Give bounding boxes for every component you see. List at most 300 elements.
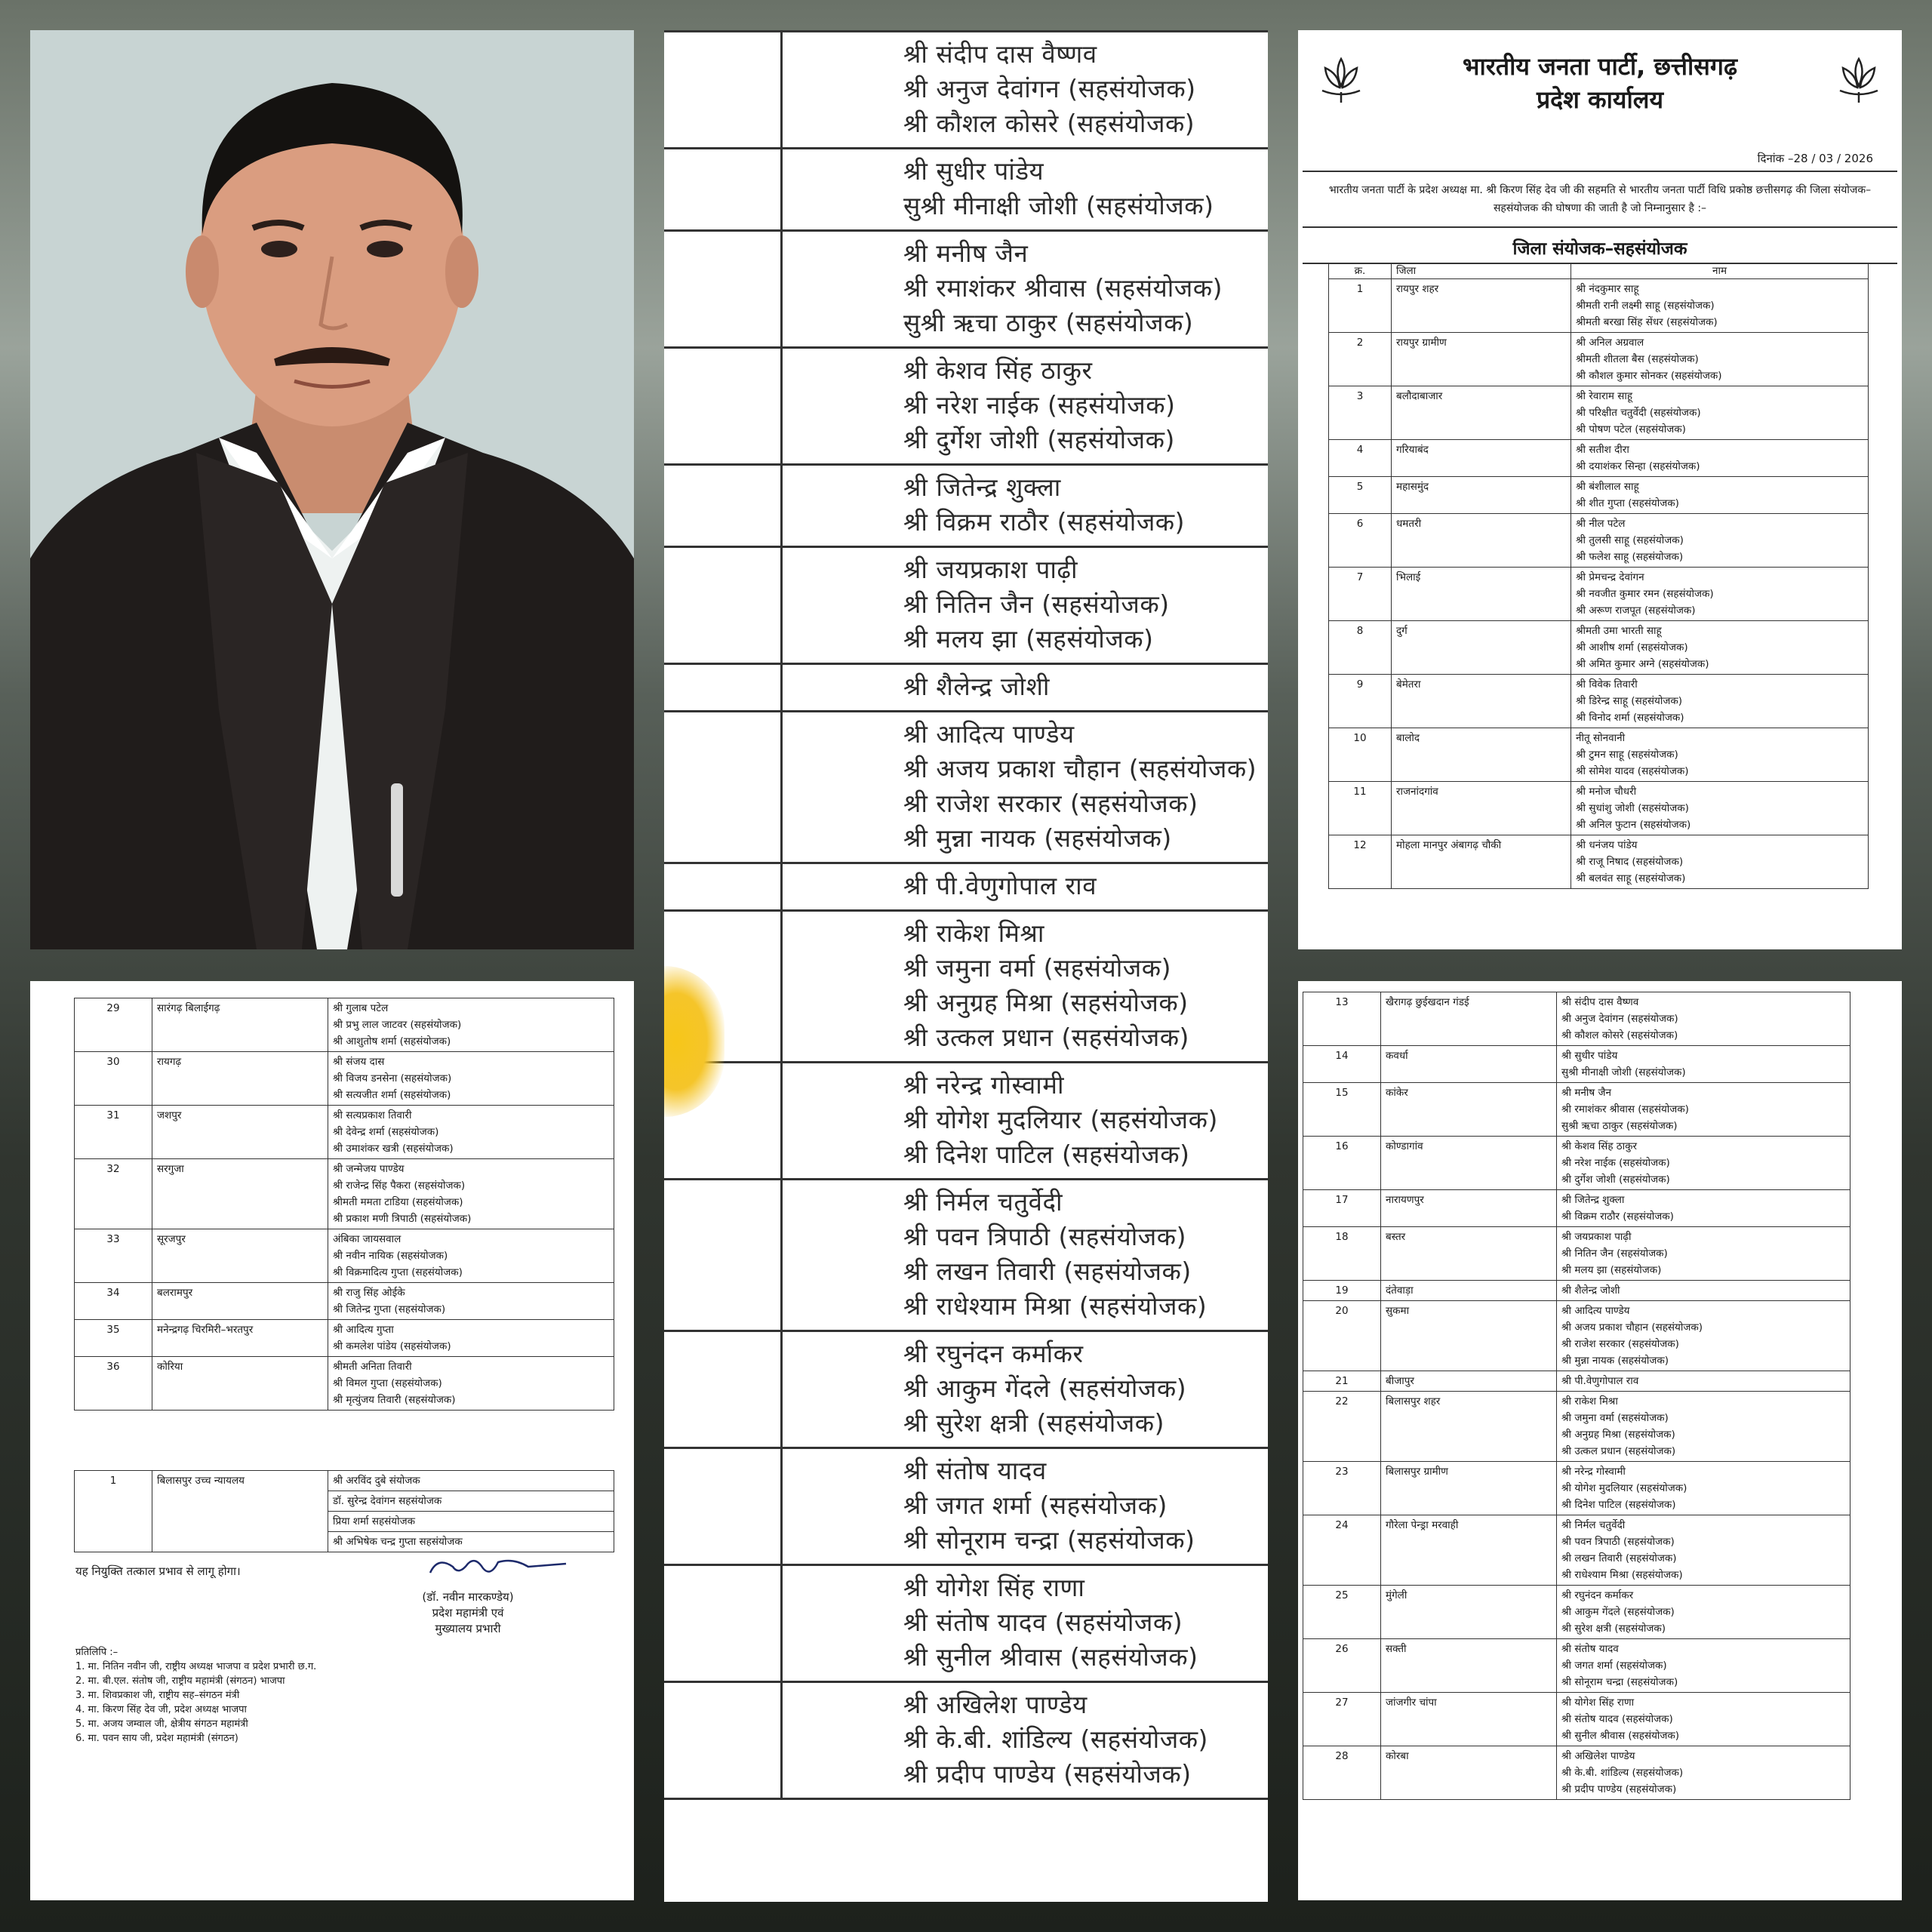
signatory-block [370,1589,566,1637]
signatory-office: मुख्यालय प्रभारी [435,1622,501,1635]
letter-date: दिनांक –28 / 03 / 2026 [1757,152,1873,165]
row-name: श्री बंशीलाल साहू [1576,481,1639,493]
row-number: 6 [1329,514,1392,568]
zoom-name: श्री सुरेश क्षत्री (सहसंयोजक) [903,1408,1164,1438]
zoom-name: श्री जयप्रकाश पाढ़ी [903,555,1078,584]
row-number: 26 [1303,1639,1381,1693]
zoom-group [664,664,1268,712]
zoom-names-cell [782,348,1269,465]
copy-list [75,1645,316,1746]
row-name: श्री अनुज देवांगन (सहसंयोजक) [1561,1013,1678,1025]
row-name: श्रीमती बरखा सिंह सेंधर (सहसंयोजक) [1576,316,1718,328]
table-row [1329,386,1869,440]
row-district: कांकेर [1381,1083,1557,1137]
zoom-left-cell [664,465,782,547]
row-name: श्री अनिल फुटान (सहसंयोजक) [1576,819,1691,831]
row-names [1557,992,1850,1046]
row-name: श्री अखिलेश पाण्डेय [1561,1750,1635,1762]
row-district: सरगुजा [152,1159,328,1229]
row-names [328,1106,614,1159]
row-number: 1 [1329,279,1392,333]
zoom-name: श्री राकेश मिश्रा [903,918,1044,948]
row-name: श्री आशीष शर्मा (सहसंयोजक) [1576,641,1688,654]
row-name: श्री राधेश्याम मिश्रा (सहसंयोजक) [1561,1569,1683,1581]
row-name: श्री विजय डनसेना (सहसंयोजक) [333,1072,452,1084]
zoom-group [664,465,1268,547]
zoom-name: श्री जमुना वर्मा (सहसंयोजक) [903,953,1171,983]
zoom-group [664,1448,1268,1565]
row-name: श्री आशुतोष शर्मा (सहसंयोजक) [333,1035,451,1048]
row-number: 5 [1329,477,1392,514]
zoom-group [664,32,1268,149]
zoom-name: श्री रघुनंदन कर्माकर [903,1339,1084,1368]
row-names [1571,477,1869,514]
row-names [1557,1281,1850,1301]
zoom-left-cell [664,1180,782,1331]
row-names [1557,1137,1850,1190]
row-name: श्री दुर्गेश जोशी (सहसंयोजक) [1561,1174,1670,1186]
section-heading: जिला संयोजक–सहसंयोजक [1303,235,1897,264]
row-names [328,1052,614,1106]
row-names [1571,514,1869,568]
copy-item: 3. मा. शिवप्रकाश जी, राष्ट्रीय सह–संगठन मंत्री [75,1690,240,1701]
row-district: जशपुर [152,1106,328,1159]
row-name: श्री प्रकाश मणी त्रिपाठी (सहसंयोजक) [333,1213,472,1225]
row-names [1571,440,1869,477]
table-row [1303,1301,1850,1371]
row-name: प्रिया शर्मा सहसंयोजक [328,1512,614,1532]
table-row [1329,440,1869,477]
zoom-name: श्री अनुग्रह मिश्रा (सहसंयोजक) [903,988,1189,1017]
zoom-names-cell [782,149,1269,231]
row-number: 14 [1303,1046,1381,1083]
row-names [328,1229,614,1283]
row-district: रायपुर ग्रामीण [1392,333,1571,386]
zoom-group [664,1682,1268,1799]
table-row [1329,333,1869,386]
row-names [1571,782,1869,835]
row-name: सुश्री मीनाक्षी जोशी (सहसंयोजक) [1561,1066,1686,1078]
row-name: श्री नवीन नायिक (सहसंयोजक) [333,1250,448,1262]
table-row [1303,1281,1850,1301]
row-names [1571,835,1869,889]
row-district: सुकमा [1381,1301,1557,1371]
zoom-name: श्री केशव सिंह ठाकुर [903,355,1093,385]
zoom-names-cell [782,863,1269,911]
portrait-photo [30,30,634,949]
zoom-left-cell [664,231,782,348]
row-names [1557,1586,1850,1639]
row-name: श्री दयाशंकर सिन्हा (सहसंयोजक) [1576,460,1700,472]
row-number: 25 [1303,1586,1381,1639]
table-row [1303,1371,1850,1392]
zoom-name: श्री राधेश्याम मिश्रा (सहसंयोजक) [903,1291,1208,1321]
row-district: बालोद [1392,728,1571,782]
district-table-part-3 [74,998,614,1411]
row-name: श्री आकुम गेंदले (सहसंयोजक) [1561,1606,1675,1618]
copy-item: 1. मा. नितिन नवीन जी, राष्ट्रीय अध्यक्ष भाजपा व प्रदेश प्रभारी छ.ग. [75,1661,317,1672]
zoom-names-cell [782,664,1269,712]
zoom-name: श्री नरेश नाईक (सहसंयोजक) [903,390,1176,420]
row-district: खैरागढ़ छुईखदान गंडई [1381,992,1557,1046]
row-name: श्री अजय प्रकाश चौहान (सहसंयोजक) [1561,1321,1703,1334]
row-number: 30 [75,1052,152,1106]
zoom-name: श्री जगत शर्मा (सहसंयोजक) [903,1491,1168,1520]
table-row [75,1159,614,1229]
row-number: 27 [1303,1693,1381,1746]
zoomed-table [664,30,1268,1800]
zoom-name: श्री रमाशंकर श्रीवास (सहसंयोजक) [903,273,1223,303]
row-name: श्री जगत शर्मा (सहसंयोजक) [1561,1660,1667,1672]
row-name: श्री दिनेश पाटिल (सहसंयोजक) [1561,1499,1676,1511]
row-name: श्री राकेश मिश्रा [1561,1395,1618,1407]
row-number: 8 [1329,621,1392,675]
row-name: श्री नरेश नाईक (सहसंयोजक) [1561,1157,1670,1169]
row-names [328,1283,614,1320]
zoom-names-cell [782,1063,1269,1180]
row-name: श्री अमित कुमार अग्ने (सहसंयोजक) [1576,658,1709,670]
row-name: श्रीमती ममता टाडिया (सहसंयोजक) [333,1196,463,1208]
row-name: श्री प्रेमचन्द्र देवांगन [1576,571,1644,583]
zoom-name: श्री संदीप दास वैष्णव [903,39,1097,69]
zoom-group [664,1331,1268,1448]
row-name: श्री नरेन्द्र गोस्वामी [1561,1466,1626,1478]
row-district: गौरेला पेन्ड्रा मरवाही [1381,1515,1557,1586]
row-name: श्री सुधांशु जोशी (सहसंयोजक) [1576,802,1689,814]
col-header-name: नाम [1571,263,1869,279]
row-district: बिलासपुर शहर [1381,1392,1557,1462]
zoom-group [664,348,1268,465]
row-name: श्री अभिषेक चन्द्र गुप्ता सहसंयोजक [328,1532,614,1552]
district-table-part-1 [1328,263,1869,889]
row-district: मोहला मानपुर अंबागढ़ चौकी [1392,835,1571,889]
row-name: श्री धनंजय पांडेय [1576,839,1638,851]
row-name: श्रीमती उमा भारती साहू [1576,625,1662,637]
row-number: 16 [1303,1137,1381,1190]
zoom-names-cell [782,1565,1269,1682]
row-district: मुंगेली [1381,1586,1557,1639]
row-district: महासमुंद [1392,477,1571,514]
row-number: 17 [1303,1190,1381,1227]
row-name: श्री राजेन्द्र सिंह पैकरा (सहसंयोजक) [333,1180,466,1192]
row-district: रायगढ़ [152,1052,328,1106]
row-names [1557,1392,1850,1462]
zoom-name: श्री योगेश मुदलियार (सहसंयोजक) [903,1105,1218,1134]
row-number: 24 [1303,1515,1381,1586]
zoom-left-cell [664,1331,782,1448]
row-names [1557,1693,1850,1746]
table-row [1303,1137,1850,1190]
zoom-name: श्री अखिलेश पाण्डेय [903,1690,1088,1719]
signatory-name: (डॉ. नवीन मारकण्डेय) [422,1590,514,1604]
row-name: श्री पोषण पटेल (सहसंयोजक) [1576,423,1686,435]
zoom-name: श्री नरेन्द्र गोस्वामी [903,1070,1065,1100]
table-row [75,1106,614,1159]
row-number: 32 [75,1159,152,1229]
row-name: श्री शैलेन्द्र जोशी [1561,1284,1620,1297]
zoom-name: श्री सुधीर पांडेय [903,156,1044,186]
row-names [328,1159,614,1229]
zoom-name: श्री निर्मल चतुर्वेदी [903,1187,1063,1217]
row-name: श्री उमाशंकर खत्री (सहसंयोजक) [333,1143,454,1155]
row-district: भिलाई [1392,568,1571,621]
row-name: श्री विक्रमादित्य गुप्ता (सहसंयोजक) [333,1266,463,1278]
table-row [1329,477,1869,514]
zoom-name: श्री उत्कल प्रधान (सहसंयोजक) [903,1023,1189,1052]
row-name: श्री के.बी. शांडिल्य (सहसंयोजक) [1561,1767,1684,1779]
row-name: श्री रेवाराम साहू [1576,390,1633,402]
high-court-table [74,1470,614,1552]
row-number: 21 [1303,1371,1381,1392]
zoom-names-cell [782,1331,1269,1448]
zoom-names-cell [782,911,1269,1063]
row-name: श्री राजु सिंह ओईके [333,1287,405,1299]
zoom-group [664,1180,1268,1331]
row-name: श्री संदीप दास वैष्णव [1561,996,1639,1008]
row-name: श्री निर्मल चतुर्वेदी [1561,1519,1626,1531]
zoom-name: श्री पी.वेणुगोपाल राव [903,871,1097,900]
row-name: श्री अनिल अग्रवाल [1576,337,1644,349]
row-number: 31 [75,1106,152,1159]
zoom-group [664,863,1268,911]
row-name: श्री पवन त्रिपाठी (सहसंयोजक) [1561,1536,1675,1548]
row-name: श्री फलेश साहू (सहसंयोजक) [1576,551,1684,563]
row-name: श्री मुन्ना नायक (सहसंयोजक) [1561,1355,1669,1367]
row-number: 13 [1303,992,1381,1046]
row-name: श्री नील पटेल [1576,518,1626,530]
row-number: 20 [1303,1301,1381,1371]
row-name: श्रीमती अनिता तिवारी [333,1361,412,1373]
row-district: राजनांदगांव [1392,782,1571,835]
row-name: श्री जितेन्द्र गुप्ता (सहसंयोजक) [333,1303,446,1315]
zoom-name: श्री नितिन जैन (सहसंयोजक) [903,589,1170,619]
row-district: बेमेतरा [1392,675,1571,728]
row-names [1557,1515,1850,1586]
zoom-names-cell [782,231,1269,348]
table-row [75,1052,614,1106]
row-name: श्री सोनूराम चन्द्रा (सहसंयोजक) [1561,1676,1678,1688]
zoom-names-cell [782,1180,1269,1331]
zoom-left-cell [664,32,782,149]
row-name: श्री सुनील श्रीवास (सहसंयोजक) [1561,1730,1680,1742]
office-name: प्रदेश कार्यालय [1536,85,1664,114]
zoom-name: श्री मनीष जैन [903,238,1029,268]
zoom-name: श्री दुर्गेश जोशी (सहसंयोजक) [903,425,1175,454]
copy-item: 5. मा. अजय जम्वाल जी, क्षेत्रीय संगठन महामंत्री [75,1718,248,1730]
row-district: कोरबा [1381,1746,1557,1800]
row-district: बीजापुर [1381,1371,1557,1392]
zoom-name: श्री आकुम गेंदले (सहसंयोजक) [903,1374,1187,1403]
zoom-name: श्री आदित्य पाण्डेय [903,719,1075,749]
row-name: श्री कौशल कुमार सोनकर (सहसंयोजक) [1576,370,1722,382]
row-name: श्री मलय झा (सहसंयोजक) [1561,1264,1662,1276]
row-name: श्री टुमन साहू (सहसंयोजक) [1576,749,1678,761]
copy-item: 6. मा. पवन साय जी, प्रदेश महामंत्री (संगठन) [75,1733,238,1744]
zoom-left-cell [664,712,782,863]
table-row [1303,1639,1850,1693]
zoom-name: श्री अनुज देवांगन (सहसंयोजक) [903,74,1196,103]
zoom-name: श्री संतोष यादव [903,1456,1047,1485]
row-district: सूरजपुर [152,1229,328,1283]
row-district: बस्तर [1381,1227,1557,1281]
row-district: गरियाबंद [1392,440,1571,477]
row-name: श्री आदित्य पाण्डेय [1561,1305,1630,1317]
row-number: 10 [1329,728,1392,782]
row-names [1571,333,1869,386]
row-names [1571,621,1869,675]
zoom-name: श्री कौशल कोसरे (सहसंयोजक) [903,109,1195,138]
row-name: श्री संजय दास [333,1056,385,1068]
row-number: 4 [1329,440,1392,477]
row-number: 28 [1303,1746,1381,1800]
row-names [1571,568,1869,621]
table-row [75,1320,614,1357]
zoom-name: सुश्री मीनाक्षी जोशी (सहसंयोजक) [903,191,1214,220]
row-names [1557,1046,1850,1083]
table-row [1303,1586,1850,1639]
zoom-group [664,149,1268,231]
district-table-part-2 [1303,992,1850,1800]
zoom-name: श्री अजय प्रकाश चौहान (सहसंयोजक) [903,754,1257,783]
row-number: 33 [75,1229,152,1283]
signature-icon [423,1550,574,1588]
zoom-name: श्री पवन त्रिपाठी (सहसंयोजक) [903,1222,1186,1251]
zoom-group [664,231,1268,348]
row-name: श्री सत्यजीत शर्मा (सहसंयोजक) [333,1089,451,1101]
zoom-group [664,547,1268,664]
row-number: 23 [1303,1462,1381,1515]
row-number: 9 [1329,675,1392,728]
row-name: नीतू सोनवानी [1576,732,1626,744]
zoom-name: सुश्री ऋचा ठाकुर (सहसंयोजक) [903,308,1194,337]
row-name: श्री सोमेश यादव (सहसंयोजक) [1576,765,1689,777]
zoom-names-cell [782,1448,1269,1565]
row-name: श्री जमुना वर्मा (सहसंयोजक) [1561,1412,1669,1424]
letter-page-3 [30,981,634,1900]
row-name: श्री मनोज चौधरी [1576,786,1637,798]
row-district: कवर्धा [1381,1046,1557,1083]
table-row [1303,1392,1850,1462]
table-row [75,1357,614,1411]
row-district: नारायणपुर [1381,1190,1557,1227]
table-row [1329,675,1869,728]
row-name: श्री कमलेश पांडेय (सहसंयोजक) [333,1340,451,1352]
zoom-name: श्री के.बी. शांडिल्य (सहसंयोजक) [903,1724,1208,1754]
zoom-left-cell [664,547,782,664]
row-name: श्री संतोष यादव [1561,1643,1619,1655]
row-number: 7 [1329,568,1392,621]
table-row [1303,1227,1850,1281]
row-name: श्री आदित्य गुप्ता [333,1324,394,1336]
row-name: श्री सुरेश क्षत्री (सहसंयोजक) [1561,1623,1666,1635]
table-row [1303,1046,1850,1083]
zoom-names-cell [782,1682,1269,1799]
pen-icon [391,783,403,897]
copy-label: प्रतिलिपि :– [75,1647,118,1658]
zoom-names-cell [782,547,1269,664]
signatory-title: प्रदेश महामंत्री एवं [432,1606,504,1620]
row-name: श्रीमती रानी लक्ष्मी साहू (सहसंयोजक) [1576,300,1715,312]
row-name: श्री देवेन्द्र शर्मा (सहसंयोजक) [333,1126,439,1138]
zoom-name: श्री सोनूराम चन्द्रा (सहसंयोजक) [903,1525,1195,1555]
table-row [1303,1693,1850,1746]
table-row [1303,1462,1850,1515]
zoom-name: श्री योगेश सिंह राणा [903,1573,1085,1602]
row-district: बलरामपुर [152,1283,328,1320]
row-name: श्री रघुनंदन कर्माकर [1561,1589,1634,1601]
row-number: 29 [75,998,152,1052]
zoom-group [664,1565,1268,1682]
portrait-illustration [30,30,634,949]
zoom-name: श्री दिनेश पाटिल (सहसंयोजक) [903,1140,1190,1169]
letter-page-1 [1298,30,1902,949]
zoom-name: श्री लखन तिवारी (सहसंयोजक) [903,1257,1192,1286]
row-number: 11 [1329,782,1392,835]
table-row [1329,835,1869,889]
copy-item: 4. मा. किरण सिंह देव जी, प्रदेश अध्यक्ष भाजपा [75,1704,247,1715]
row-number: 22 [1303,1392,1381,1462]
table-row [1303,1190,1850,1227]
row-names [1557,1462,1850,1515]
letter-page-2 [1298,981,1902,1900]
row-district: कोण्डागांव [1381,1137,1557,1190]
row-number: 2 [1329,333,1392,386]
row-names [328,1357,614,1411]
effect-note: यह नियुक्ति तत्काल प्रभाव से लागू होगा। [75,1564,241,1578]
zoom-names-cell [782,32,1269,149]
row-name: श्री प्रभु लाल जाटवर (सहसंयोजक) [333,1019,462,1031]
row-name: श्री कौशल कोसरे (सहसंयोजक) [1561,1029,1678,1041]
zoom-name: श्री मलय झा (सहसंयोजक) [903,624,1154,654]
row-number: 18 [1303,1227,1381,1281]
zoom-group [664,712,1268,863]
zoom-name: श्री जितेन्द्र शुक्ला [903,472,1061,502]
zoom-name: श्री संतोष यादव (सहसंयोजक) [903,1607,1183,1637]
row-name: श्री शीत गुप्ता (सहसंयोजक) [1576,497,1679,509]
zoom-name: श्री राजेश सरकार (सहसंयोजक) [903,789,1198,818]
row-district: बिलासपुर ग्रामीण [1381,1462,1557,1515]
row-names [1557,1227,1850,1281]
row-name: श्री तुलसी साहू (सहसंयोजक) [1576,534,1684,546]
row-district: रायपुर शहर [1392,279,1571,333]
row-number: 1 [75,1471,152,1552]
table-row [1329,728,1869,782]
row-name: श्री विवेक तिवारी [1576,678,1638,691]
table-row [1303,1746,1850,1800]
zoom-name: श्री मुन्ना नायक (सहसंयोजक) [903,823,1172,853]
row-district: धमतरी [1392,514,1571,568]
row-name: श्री नवजीत कुमार रमन (सहसंयोजक) [1576,588,1714,600]
row-names [328,1320,614,1357]
row-name: श्री डिरेन्द्र साहू (सहसंयोजक) [1576,695,1682,707]
zoom-name: श्री सुनील श्रीवास (सहसंयोजक) [903,1642,1198,1672]
row-number: 15 [1303,1083,1381,1137]
row-name: श्री गुलाब पटेल [333,1002,389,1014]
col-header-district: जिला [1392,263,1571,279]
row-names [1571,279,1869,333]
zoom-left-cell [664,348,782,465]
zoom-left-cell [664,1448,782,1565]
table-row [1303,992,1850,1046]
col-header-no: क्र. [1329,263,1392,279]
row-number: 36 [75,1357,152,1411]
row-number: 3 [1329,386,1392,440]
row-name: श्री संतोष यादव (सहसंयोजक) [1561,1713,1673,1725]
zoom-group [664,1063,1268,1180]
row-names [1557,1371,1850,1392]
row-name: श्री अरूण राजपूत (सहसंयोजक) [1576,605,1696,617]
row-name: श्री मृत्युंजय तिवारी (सहसंयोजक) [333,1394,456,1406]
